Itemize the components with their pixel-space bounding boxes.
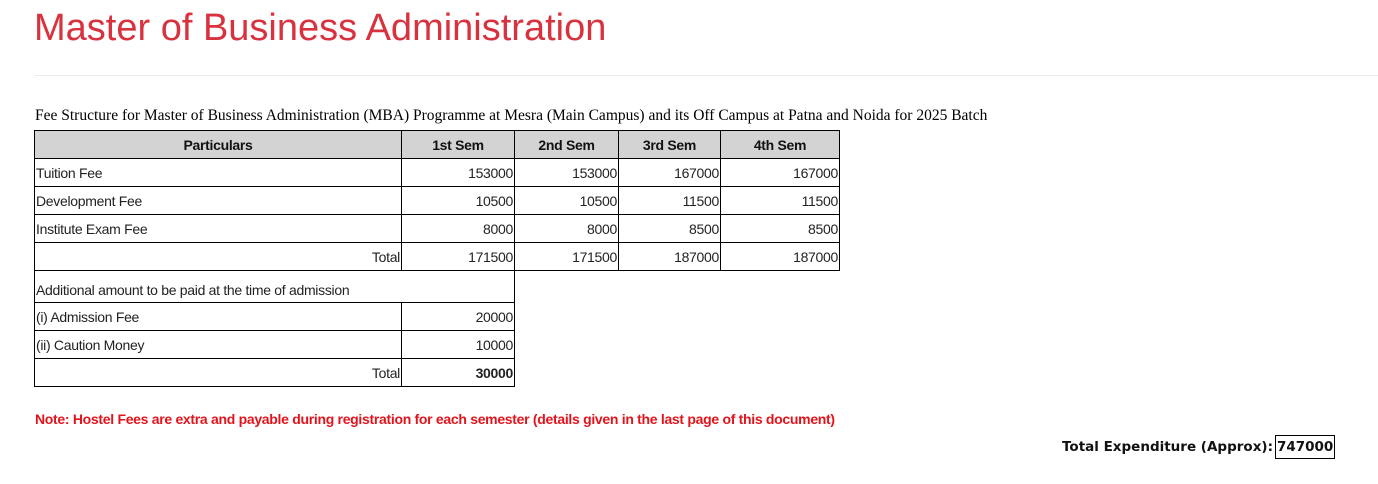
total-value: 187000 (721, 243, 840, 271)
table-row-caution-money (35, 331, 840, 359)
total-expenditure-value: 747000 (1275, 435, 1335, 459)
header-sem-1: 1st Sem (402, 131, 515, 159)
cell-value: 10500 (402, 187, 515, 215)
admission-heading-row (35, 271, 840, 303)
cell-value: 167000 (721, 159, 840, 187)
cell-value: 167000 (619, 159, 721, 187)
row-label: (i) Admission Fee (35, 303, 402, 331)
cell-value: 153000 (402, 159, 515, 187)
header-sem-4: 4th Sem (721, 131, 840, 159)
table-row-admission-total (35, 359, 840, 387)
cell-value: 11500 (619, 187, 721, 215)
page-title: Master of Business Administration (34, 7, 607, 49)
admission-heading: Additional amount to be paid at the time of admission (35, 271, 515, 303)
cell-value: 20000 (402, 303, 515, 331)
table-row-institute-exam-fee (35, 215, 840, 243)
row-label: Institute Exam Fee (35, 215, 402, 243)
row-label: Development Fee (35, 187, 402, 215)
total-label: Total (35, 359, 402, 387)
row-label: Tuition Fee (35, 159, 402, 187)
table-row-admission-fee (35, 303, 840, 331)
table-row-total (35, 243, 840, 271)
total-value: 187000 (619, 243, 721, 271)
title-divider (34, 75, 1378, 76)
header-sem-3: 3rd Sem (619, 131, 721, 159)
cell-value: 8000 (402, 215, 515, 243)
cell-value: 10500 (515, 187, 619, 215)
total-value: 171500 (515, 243, 619, 271)
table-row-tuition-fee (35, 159, 840, 187)
cell-value: 8500 (619, 215, 721, 243)
cell-value: 10000 (402, 331, 515, 359)
row-label: (ii) Caution Money (35, 331, 402, 359)
total-expenditure (1062, 434, 1335, 459)
table-header-row (35, 131, 840, 159)
total-value: 30000 (402, 359, 515, 387)
cell-value: 8000 (515, 215, 619, 243)
fee-structure-caption: Fee Structure for Master of Business Administration (MBA) Programme at Mesra (Main Campus) and its Off Campus at Patna and Noida for 2025 Batch (35, 107, 988, 124)
hostel-fee-note: Note: Hostel Fees are extra and payable during registration for each semester (details given in the last page of this document) (35, 411, 835, 427)
cell-value: 11500 (721, 187, 840, 215)
total-value: 171500 (402, 243, 515, 271)
header-sem-2: 2nd Sem (515, 131, 619, 159)
total-expenditure-label: Total Expenditure (Approx): (1062, 438, 1273, 455)
header-particulars: Particulars (35, 131, 402, 159)
cell-value: 8500 (721, 215, 840, 243)
total-label: Total (35, 243, 402, 271)
fee-structure-table (34, 130, 840, 387)
cell-value: 153000 (515, 159, 619, 187)
table-row-development-fee (35, 187, 840, 215)
